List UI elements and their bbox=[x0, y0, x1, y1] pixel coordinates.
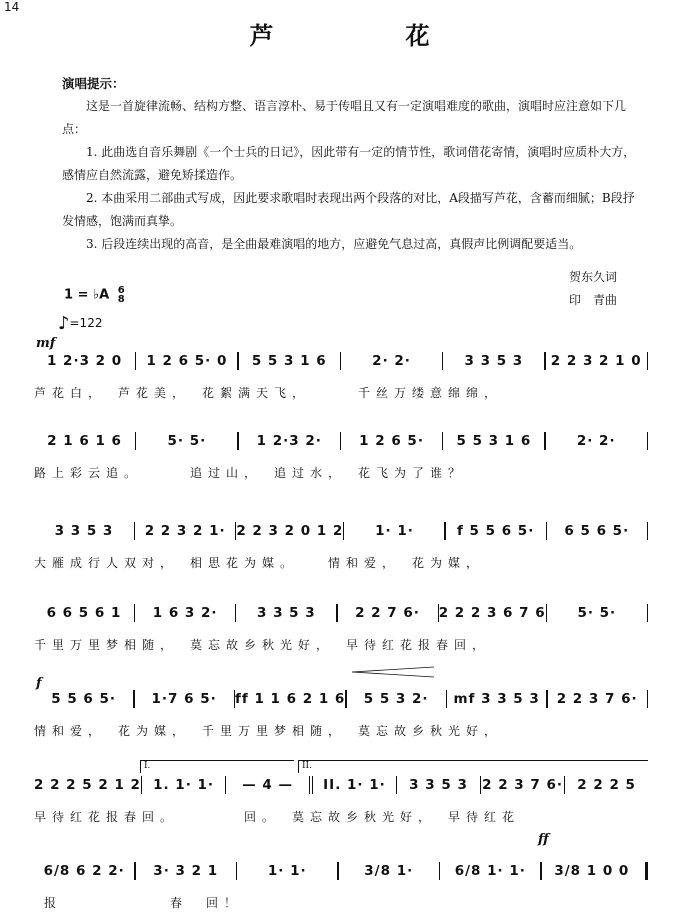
measure: 2 1 6 1 6 bbox=[47, 433, 122, 449]
measure: 2· 2· bbox=[576, 433, 616, 449]
measure: 2 2 7 6· bbox=[355, 605, 420, 621]
barline bbox=[647, 604, 648, 622]
bar-row bbox=[34, 862, 648, 880]
bar-row bbox=[34, 522, 648, 540]
bar-row bbox=[34, 352, 648, 370]
dynamic-marking: f bbox=[36, 676, 42, 691]
measure: 1· 1· bbox=[267, 863, 307, 879]
measure: 3 3 5 3 bbox=[54, 523, 114, 539]
measure: 1. 1· 1· bbox=[153, 777, 215, 793]
barline bbox=[647, 522, 648, 540]
measure: 2 2 2 3 6 7 6 bbox=[438, 605, 546, 621]
lyrics-line: 报 春 回！ bbox=[44, 896, 243, 910]
time-signature bbox=[118, 286, 125, 304]
bar-row bbox=[34, 604, 648, 622]
measure: 1 2 6 5· bbox=[359, 433, 424, 449]
measure: 6/8 1· 1· bbox=[454, 863, 526, 879]
measure: 1 2 6 5· 0 bbox=[146, 353, 228, 369]
measure: 2 2 3 7 6· bbox=[556, 691, 638, 707]
measure: 2 2 3 2 1· bbox=[144, 523, 226, 539]
lyrics-line: 早待红花报春回。 回。 莫忘故乡秋光好， 早待红花 bbox=[34, 810, 521, 824]
measure: II. 1· 1· bbox=[323, 777, 386, 793]
lyrics-line: 路上彩云追。 追过山， 追过水， 花飞为了谁？ bbox=[34, 466, 467, 480]
crescendo-hairpin-icon bbox=[350, 666, 436, 678]
measure: 5 5 3 2· bbox=[363, 691, 429, 707]
measure: 2 2 3 7 6· bbox=[482, 777, 564, 793]
final-barline bbox=[645, 862, 648, 880]
notes-point-2: 2. 本曲采用二部曲式写成，因此要求歌唱时表现出两个段落的对比，A段描写芦花，含蓄而细腻；B段抒发情感，饱满而真挚。 bbox=[62, 191, 635, 228]
measure: 3 3 5 3 bbox=[464, 353, 524, 369]
measure: 6/8 6 2 2· bbox=[43, 863, 125, 879]
measure: 5· 5· bbox=[167, 433, 207, 449]
measure: 2· 2· bbox=[372, 353, 411, 369]
measure: — 4 — bbox=[242, 777, 294, 793]
measure: 3 3 5 3 bbox=[256, 605, 316, 621]
lyrics-line: 芦花白， 芦花美， 花絮满天飞， 千丝万缕意绵绵， bbox=[34, 386, 503, 400]
bar-row bbox=[34, 690, 648, 708]
measure: 1 6 3 2· bbox=[152, 605, 218, 621]
measure: 5 5 6 5· bbox=[51, 691, 117, 707]
measure: 3/8 1· bbox=[364, 863, 414, 879]
dynamic-marking: mf bbox=[36, 336, 56, 351]
notes-point-1: 1. 此曲选自音乐舞剧《一个士兵的日记》，因此带有一定的情节性，歌词借花寄情，演唱时应质朴大方，感情应自然流露，避免矫揉造作。 bbox=[62, 145, 636, 182]
barline bbox=[647, 352, 648, 370]
measure: 2 2 2 5 bbox=[577, 777, 636, 793]
time-bottom: 8 bbox=[117, 294, 125, 305]
measure: 3· 3 2 1 bbox=[153, 863, 219, 879]
measure: 3 3 5 3 bbox=[409, 777, 468, 793]
measure: 3/8 1 0 0 bbox=[554, 863, 630, 879]
lyrics-line: 千里万里梦相随， 莫忘故乡秋光好， 早待红花报春回， bbox=[34, 638, 491, 652]
measure: 5 5 3 1 6 bbox=[251, 353, 327, 369]
measure: 1 2·3 2 0 bbox=[46, 353, 123, 369]
eighth-note-icon: ♪ bbox=[58, 313, 70, 334]
measure: 5 5 3 1 6 bbox=[456, 433, 532, 449]
notes-intro: 这是一首旋律流畅、结构方整、语言淳朴、易于传唱且又有一定演唱难度的歌曲，演唱时应注意如下几点： bbox=[62, 99, 627, 136]
measure: 6 6 5 6 1 bbox=[46, 605, 122, 621]
lyricist-credit: 贺东久词 bbox=[569, 270, 618, 284]
measure: mf 3 3 5 3 bbox=[453, 691, 540, 707]
bar-row bbox=[34, 432, 648, 450]
performance-notes bbox=[62, 72, 642, 256]
song-title: 芦 花 bbox=[249, 22, 484, 50]
notes-point-3: 3. 后段连续出现的高音，是全曲最难演唱的地方，应避免气息过高，真假声比例调配要适当。 bbox=[86, 237, 582, 251]
bar-row bbox=[34, 776, 648, 794]
repeat-barline bbox=[309, 776, 310, 794]
measure: 6 5 6 5· bbox=[564, 523, 630, 539]
key-signature bbox=[64, 286, 125, 304]
tempo-value: =122 bbox=[69, 316, 103, 330]
lyrics-line: 大雁成行人双对， 相思花为媒。 情和爱， 花为媒， bbox=[34, 556, 485, 570]
dynamic-marking: ff bbox=[538, 832, 549, 847]
page-number: 14 bbox=[4, 0, 20, 14]
measure: 1· 1· bbox=[375, 523, 414, 539]
notes-heading: 演唱提示： bbox=[62, 76, 125, 91]
barline bbox=[647, 432, 648, 450]
measure: 2 2 3 2 1 0 bbox=[550, 353, 642, 369]
measure: 1·7 6 5· bbox=[151, 691, 217, 707]
measure: f 5 5 6 5· bbox=[456, 523, 535, 539]
measure: 1 2·3 2· bbox=[256, 433, 322, 449]
measure: ff 1 1 6 2 1 6 bbox=[235, 691, 346, 707]
measure: 5· 5· bbox=[577, 605, 617, 621]
tempo-marking bbox=[58, 313, 102, 334]
first-ending-bracket: I. bbox=[140, 760, 294, 773]
composer-credit: 印 青曲 bbox=[569, 293, 618, 307]
time-top: 6 bbox=[117, 285, 125, 296]
measure: 2 2 2 5 2 1 2 bbox=[34, 777, 141, 793]
second-ending-bracket: II. bbox=[298, 760, 648, 773]
barline bbox=[647, 690, 648, 708]
key-label: 1 = ♭A bbox=[64, 287, 110, 303]
lyrics-line: 情和爱， 花为媒， 千里万里梦相随， 莫忘故乡秋光好， bbox=[34, 724, 503, 738]
measure: 2 2 3 2 0 1 2 bbox=[236, 523, 344, 539]
